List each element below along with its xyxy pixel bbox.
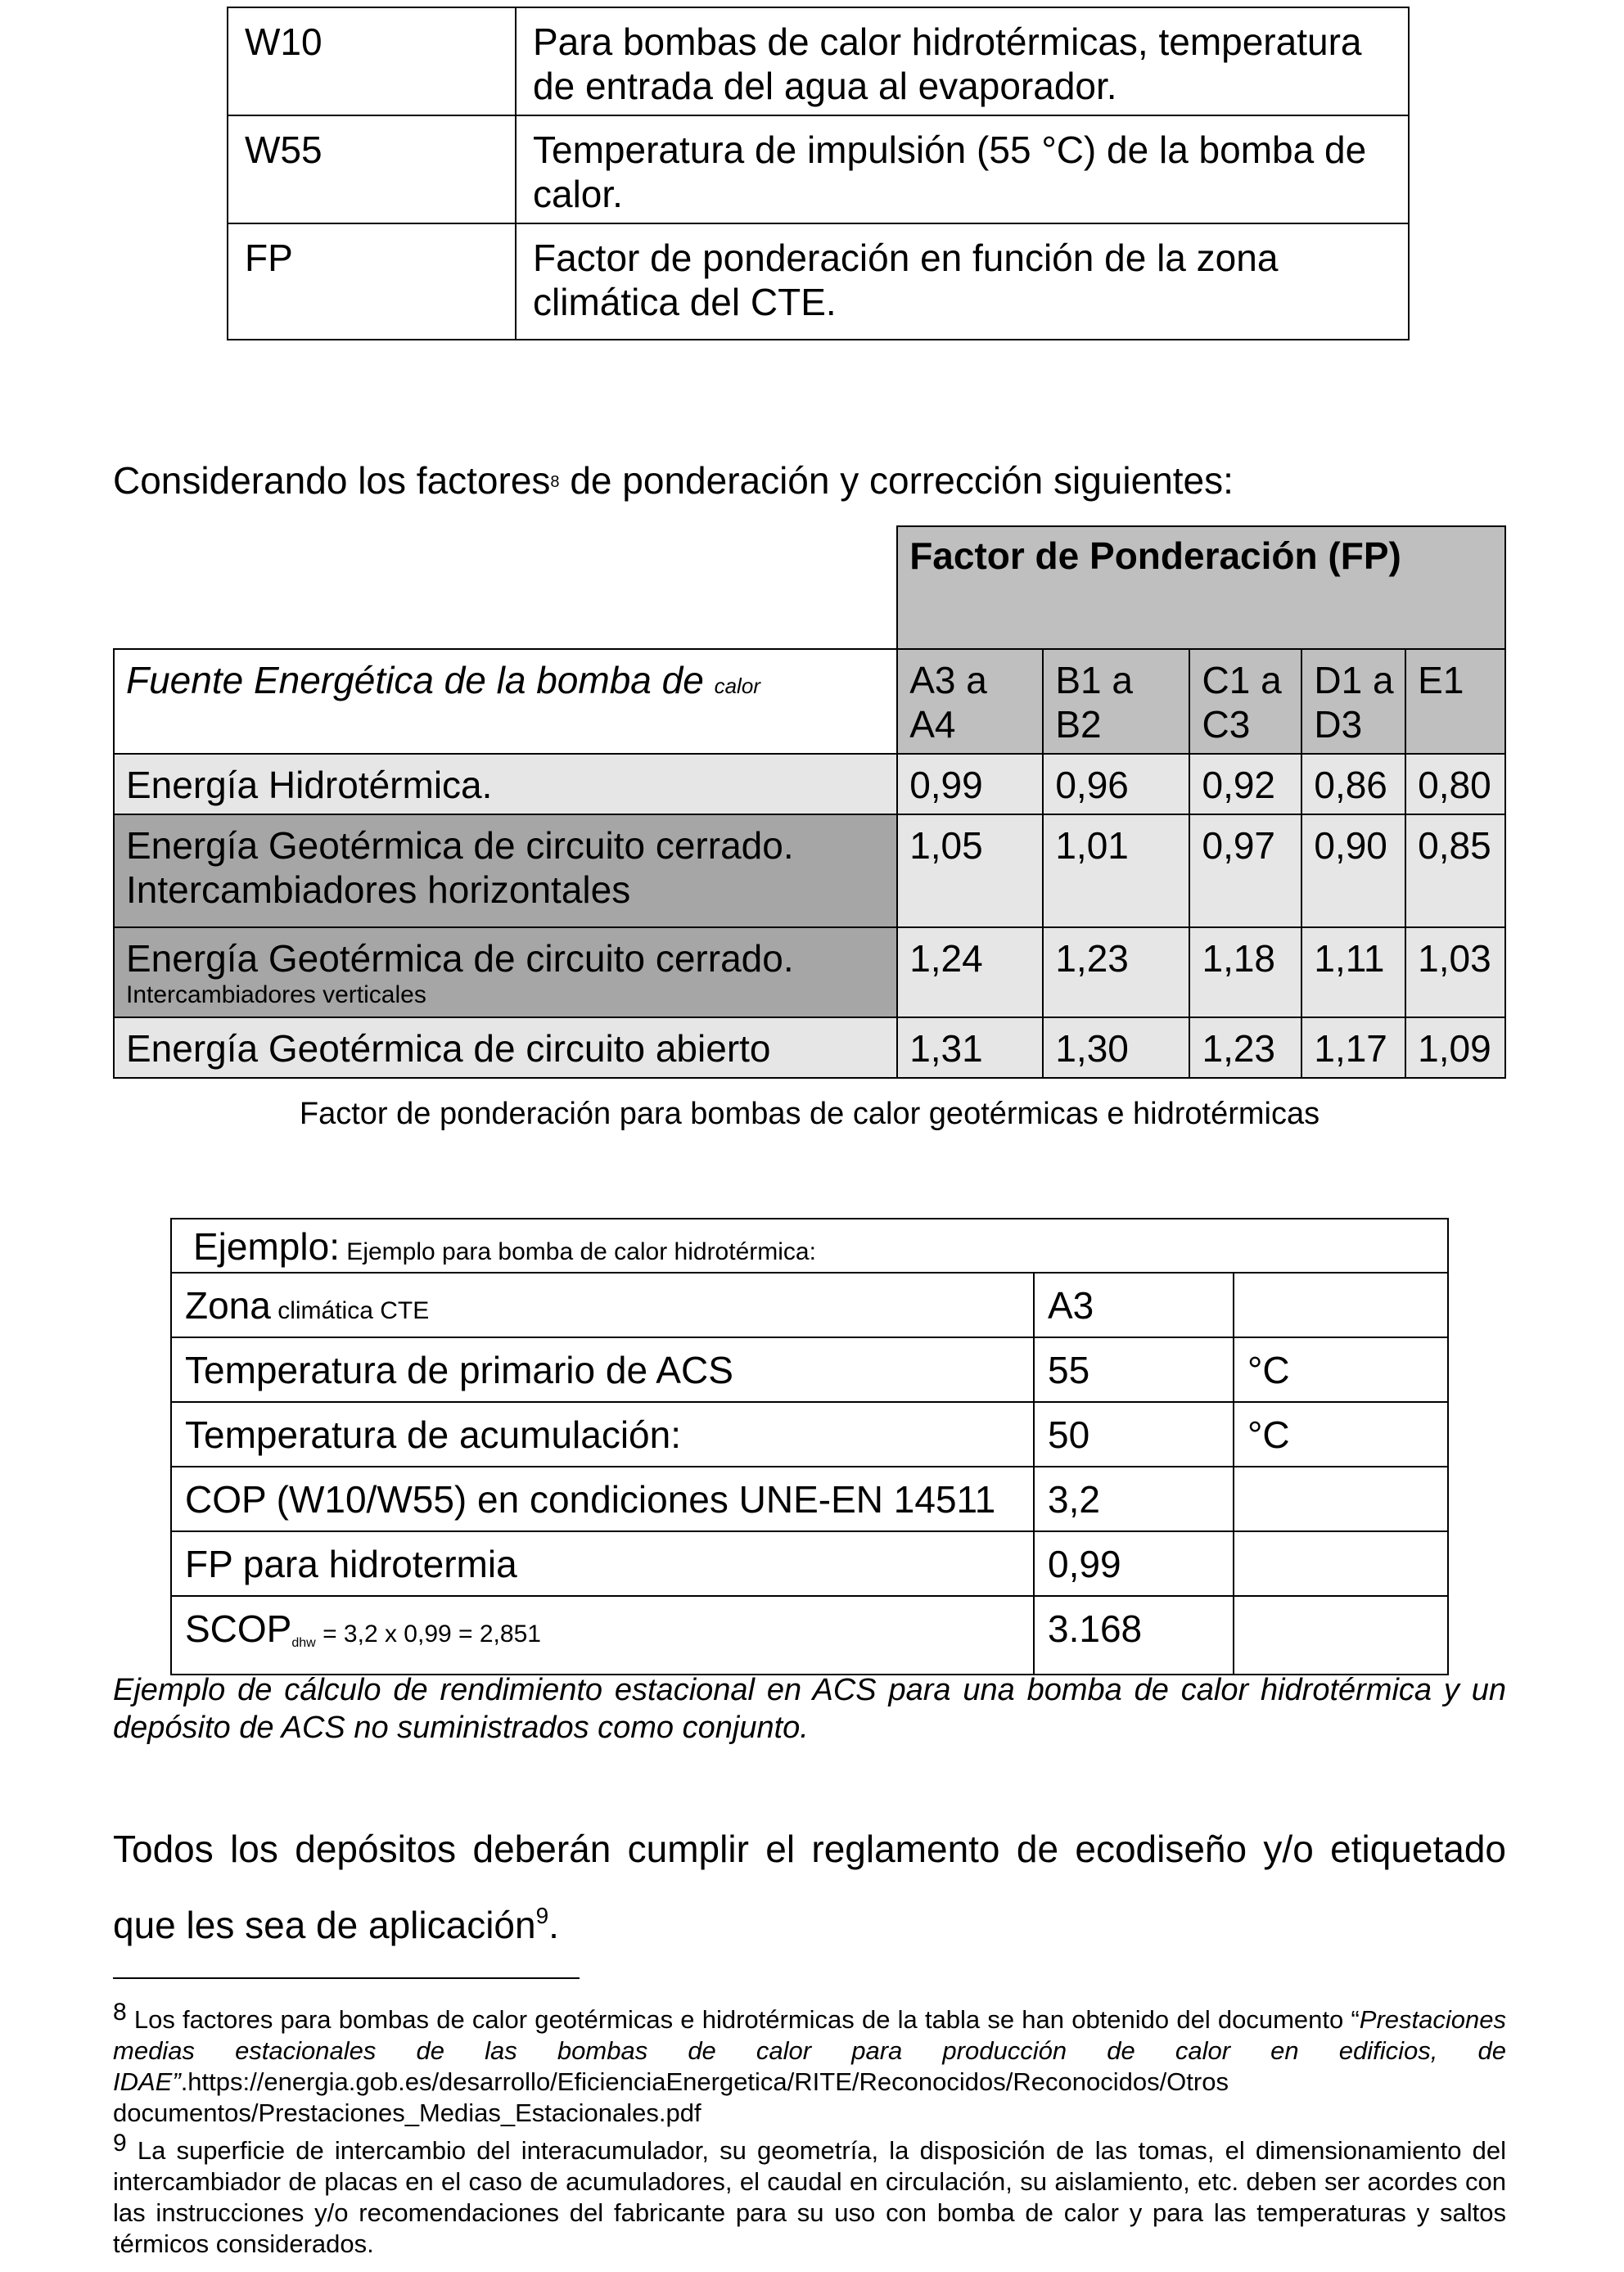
cell-value: 1,23 — [1189, 1017, 1301, 1078]
table-row — [171, 1337, 1448, 1402]
footnote-text: Los factores para bombas de calor geotérmicas e hidrotérmicas de la tabla se han obtenido del documento “ — [126, 2005, 1360, 2034]
footnote-link-text: .https://energia.gob.es/desarrollo/EficienciaEnergetica/RITE/Reconocidos/Reconocidos/Otros documentos/Prestaciones_Medias_Estacionales.pdf — [113, 2067, 1229, 2127]
definition-code: FP — [228, 223, 516, 340]
fp-header: Factor de Ponderación (FP) — [897, 526, 1505, 649]
example-value: 50 — [1034, 1402, 1234, 1467]
example-value: A3 — [1034, 1273, 1234, 1337]
blank-cell — [114, 526, 897, 649]
footnote-separator — [113, 1977, 580, 1979]
body-paragraph — [113, 1815, 1506, 1959]
definitions-table — [227, 7, 1410, 340]
definition-code: W10 — [228, 7, 516, 115]
cell-value: 1,09 — [1405, 1017, 1505, 1078]
footnote-ref: 8 — [550, 473, 560, 491]
footnote-number: 9 — [113, 2130, 127, 2157]
table-row — [114, 1017, 1505, 1078]
table-row — [114, 814, 1505, 927]
table-row — [228, 223, 1409, 340]
example-unit — [1234, 1467, 1448, 1531]
intro-after: de ponderación y corrección siguientes: — [559, 459, 1234, 502]
cell-value: 1,01 — [1043, 814, 1189, 927]
paragraph-end: . — [548, 1904, 559, 1946]
example-label: COP (W10/W55) en condiciones UNE-EN 14511 — [171, 1467, 1034, 1531]
example-unit: °C — [1234, 1402, 1448, 1467]
zone-header: E1 — [1405, 649, 1505, 754]
cell-value: 1,30 — [1043, 1017, 1189, 1078]
table-row — [171, 1402, 1448, 1467]
cell-value: 1,18 — [1189, 927, 1301, 1017]
definition-desc: Para bombas de calor hidrotérmicas, temperatura de entrada del agua al evaporador. — [516, 7, 1409, 115]
example-value: 3,2 — [1034, 1467, 1234, 1531]
cell-value: 1,11 — [1301, 927, 1405, 1017]
definition-desc: Temperatura de impulsión (55 °C) de la bomba de calor. — [516, 115, 1409, 223]
cell-value: 1,17 — [1301, 1017, 1405, 1078]
footnote-italic: Prestaciones medias estacionales de las bombas de calor para producción de calor en edificios, de IDAE” — [113, 2005, 1506, 2096]
example-table — [170, 1218, 1449, 1675]
cell-value: 0,80 — [1405, 754, 1505, 814]
table-row — [228, 7, 1409, 115]
example-label: FP para hidrotermia — [171, 1531, 1034, 1596]
table-row — [114, 927, 1505, 1017]
table-row — [228, 115, 1409, 223]
scop-main: SCOP — [185, 1607, 292, 1650]
definition-desc: Factor de ponderación en función de la zona climática del CTE. — [516, 223, 1409, 340]
cell-value: 1,23 — [1043, 927, 1189, 1017]
paragraph-text: Todos los depósitos deberán cumplir el reglamento de ecodiseño y/o etiquetado que les sea de aplicación — [113, 1828, 1506, 1946]
zone-header: B1 a B2 — [1043, 649, 1189, 754]
example-title-small: Ejemplo para bomba de calor hidrotérmica: — [339, 1238, 816, 1265]
row-label — [114, 927, 897, 1017]
row-label-main: Energía Geotérmica de circuito cerrado. — [126, 937, 794, 980]
table-row — [171, 1531, 1448, 1596]
label-small: climática CTE — [270, 1297, 430, 1324]
scop-label — [171, 1596, 1034, 1675]
cell-value: 1,31 — [897, 1017, 1043, 1078]
example-value: 0,99 — [1034, 1531, 1234, 1596]
source-label — [114, 649, 897, 754]
cell-value: 0,90 — [1301, 814, 1405, 927]
example-value: 55 — [1034, 1337, 1234, 1402]
example-caption: Ejemplo de cálculo de rendimiento estacional en ACS para una bomba de calor hidrotérmica y un depósito de ACS no suministrados como conjunto. — [113, 1673, 1506, 1745]
footnote-9 — [113, 2128, 1506, 2260]
example-title — [171, 1219, 1448, 1273]
table-caption: Factor de ponderación para bombas de calor geotérmicas e hidrotérmicas — [299, 1097, 1320, 1131]
cell-value: 1,03 — [1405, 927, 1505, 1017]
example-title-row — [171, 1219, 1448, 1273]
table-header-row — [114, 526, 1505, 649]
footnote-ref: 9 — [535, 1903, 549, 1928]
cell-value: 0,92 — [1189, 754, 1301, 814]
row-label-sub: Intercambiadores verticales — [126, 981, 426, 1008]
intro-text — [113, 458, 1234, 503]
example-label: Temperatura de primario de ACS — [171, 1337, 1034, 1402]
source-label-small: calor — [714, 674, 760, 698]
cell-value: 0,85 — [1405, 814, 1505, 927]
cell-value: 0,97 — [1189, 814, 1301, 927]
zone-header: A3 a A4 — [897, 649, 1043, 754]
example-unit — [1234, 1273, 1448, 1337]
zone-header: D1 a D3 — [1301, 649, 1405, 754]
intro-before: Considerando los factores — [113, 459, 551, 502]
example-label: Temperatura de acumulación: — [171, 1402, 1034, 1467]
zone-header: C1 a C3 — [1189, 649, 1301, 754]
example-unit — [1234, 1531, 1448, 1596]
cell-value: 1,24 — [897, 927, 1043, 1017]
table-row — [114, 754, 1505, 814]
footnote-number: 8 — [113, 1999, 127, 2026]
label-main: Zona — [185, 1284, 271, 1327]
table-row — [171, 1273, 1448, 1337]
definition-code: W55 — [228, 115, 516, 223]
table-row — [171, 1467, 1448, 1531]
scop-formula: = 3,2 x 0,99 = 2,851 — [315, 1621, 541, 1648]
source-label-main: Fuente Energética de la bomba de — [126, 659, 715, 701]
row-label: Energía Hidrotérmica. — [114, 754, 897, 814]
example-label — [171, 1273, 1034, 1337]
weighting-factor-table — [113, 525, 1506, 1079]
table-row — [171, 1596, 1448, 1675]
example-title-main: Ejemplo: — [193, 1225, 340, 1268]
row-label: Energía Geotérmica de circuito cerrado. Intercambiadores horizontales — [114, 814, 897, 927]
footnote-text: La superficie de intercambio del interacumulador, su geometría, la disposición de las tomas, el dimensionamiento del intercambiador de placas en el caso de acumuladores, el caudal en circulación, su aislamiento, etc. deben ser acordes con las instrucciones y/o recomendaciones del fabricante para su uso con bomba de calor y para las temperaturas y saltos térmicos considerados. — [113, 2136, 1506, 2258]
cell-value: 0,96 — [1043, 754, 1189, 814]
cell-value: 1,05 — [897, 814, 1043, 927]
row-label: Energía Geotérmica de circuito abierto — [114, 1017, 897, 1078]
scop-subscript: dhw — [291, 1636, 316, 1650]
scop-value: 3.168 — [1034, 1596, 1234, 1675]
scop-unit — [1234, 1596, 1448, 1675]
example-unit: °C — [1234, 1337, 1448, 1402]
cell-value: 0,86 — [1301, 754, 1405, 814]
cell-value: 0,99 — [897, 754, 1043, 814]
zones-row — [114, 649, 1505, 754]
footnote-8 — [113, 1997, 1506, 2129]
